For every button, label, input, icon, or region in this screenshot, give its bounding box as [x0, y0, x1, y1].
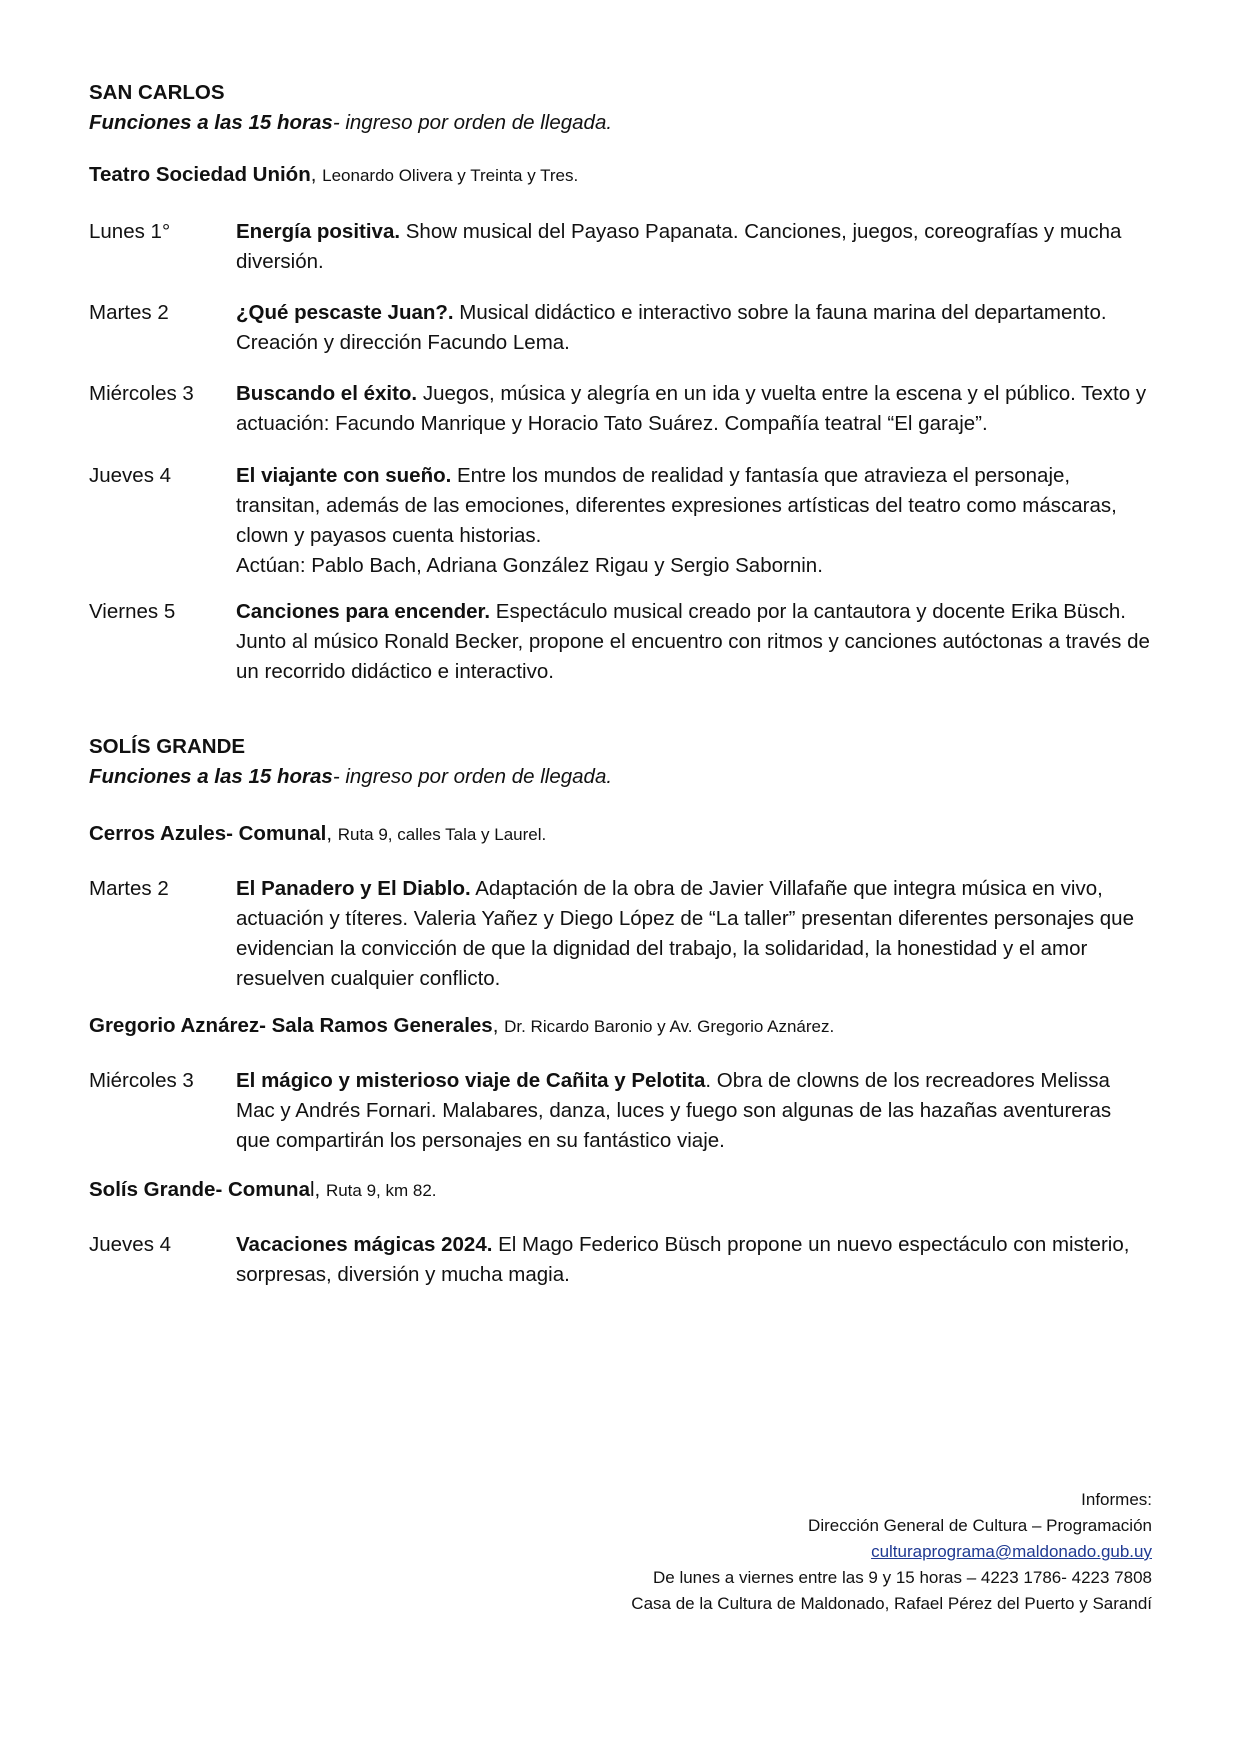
event-title: Energía positiva. — [236, 220, 401, 243]
event-description — [236, 874, 1151, 994]
schedule-note-bold: Funciones a las 15 horas — [89, 765, 333, 788]
event-text: Entre los mundos de realidad y fantasía que atravieza el personaje, transitan, además de las emociones, diferentes expresiones artísticas del teatro como máscaras, clown y payasos cuenta historias. — [236, 464, 1117, 547]
footer-address: Casa de la Cultura de Maldonado, Rafael Pérez del Puerto y Sarandí — [631, 1594, 1152, 1613]
section-title: SOLÍS GRANDE — [89, 735, 246, 758]
section-san-carlos — [89, 78, 1151, 138]
event-day: Miércoles 3 — [89, 382, 194, 405]
venue-separator: , — [492, 1014, 505, 1037]
event-cast: Actúan: Pablo Bach, Adriana González Rigau y Sergio Sabornin. — [236, 554, 823, 577]
event-description — [236, 379, 1151, 439]
event-day: Miércoles 3 — [89, 1069, 194, 1092]
schedule-note-rest: - ingreso por orden de llegada. — [332, 765, 613, 788]
venue-name: Teatro Sociedad Unión — [89, 163, 311, 186]
venue-separator: , — [326, 822, 338, 845]
section-solis-grande — [89, 732, 1151, 792]
event-text: El Mago Federico Büsch propone un nuevo espectáculo con misterio, sorpresas, diversión y mucha magia. — [236, 1233, 1130, 1286]
section-title: SAN CARLOS — [89, 81, 225, 104]
event-text: Adaptación de la obra de Javier Villafañe que integra música en vivo, actuación y títeres. Valeria Yañez y Diego López de “La taller” presentan diferentes personajes que evidencian la convicción de que la dignidad del trabajo, la solidaridad, la honestidad y el amor resuelven cualquier conflicto. — [236, 877, 1134, 990]
event-text: Espectáculo musical creado por la cantautora y docente Erika Büsch. Junto al músico Ronald Becker, propone el encuentro con ritmos y canciones autóctonas a través de un recorrido didáctico e interactivo. — [236, 600, 1150, 683]
event-text: Juegos, música y alegría en un ida y vuelta entre la escena y el público. Texto y actuación: Facundo Manrique y Horacio Tato Suárez. Compañía teatral “El garaje”. — [236, 382, 1147, 435]
event-day: Martes 2 — [89, 877, 169, 900]
event-day: Martes 2 — [89, 301, 169, 324]
contact-footer — [452, 1487, 1152, 1617]
event-day: Viernes 5 — [89, 600, 176, 623]
event-text: . Obra de clowns de los recreadores Melissa Mac y Andrés Fornari. Malabares, danza, luces y fuego son algunas de las hazañas aventureras que compartirán los personajes en su fantástico viaje. — [236, 1069, 1112, 1152]
event-day: Lunes 1° — [89, 220, 171, 243]
event-description — [236, 1066, 1151, 1156]
venue-address: Leonardo Olivera y Treinta y Tres. — [322, 166, 579, 185]
venue-address: Dr. Ricardo Baronio y Av. Gregorio Aznárez. — [504, 1017, 835, 1036]
venue-address: Ruta 9, calles Tala y Laurel. — [337, 825, 547, 844]
footer-org: Dirección General de Cultura – Programación — [808, 1516, 1152, 1535]
event-description — [236, 1230, 1151, 1290]
event-title: El mágico y misterioso viaje de Cañita y Pelotita — [236, 1069, 706, 1092]
event-description — [236, 217, 1151, 277]
venue-name-tail: l — [309, 1178, 315, 1201]
venue-name: Cerros Azules- Comunal — [89, 822, 327, 845]
venue-separator: , — [314, 1178, 326, 1201]
event-title: Canciones para encender. — [236, 600, 491, 623]
event-title: Vacaciones mágicas 2024. — [236, 1233, 493, 1256]
event-title: El viajante con sueño. — [236, 464, 452, 487]
schedule-note — [89, 108, 1151, 138]
venue-gregorio-aznarez — [89, 1011, 1151, 1042]
venue-teatro-sociedad-union — [89, 160, 1151, 191]
venue-cerros-azules — [89, 819, 1151, 850]
venue-address: Ruta 9, km 82. — [325, 1181, 437, 1200]
event-description — [236, 298, 1151, 358]
event-title: El Panadero y El Diablo. — [236, 877, 471, 900]
venue-name: Gregorio Aznárez- Sala Ramos Generales — [89, 1014, 493, 1037]
event-description — [236, 461, 1151, 581]
schedule-note-bold: Funciones a las 15 horas — [89, 111, 333, 134]
schedule-note-rest: - ingreso por orden de llegada. — [332, 111, 613, 134]
footer-hours: De lunes a viernes entre las 9 y 15 horas – 4223 1786- 4223 7808 — [652, 1568, 1152, 1587]
schedule-note — [89, 762, 1151, 792]
venue-name: Solís Grande- Comuna — [89, 1178, 310, 1201]
event-text: Musical didáctico e interactivo sobre la fauna marina del departamento. Creación y dirección Facundo Lema. — [236, 301, 1107, 354]
venue-separator: , — [310, 163, 323, 186]
footer-email-link[interactable]: culturaprograma@maldonado.gub.uy — [871, 1542, 1152, 1561]
event-title: ¿Qué pescaste Juan?. — [236, 301, 454, 324]
event-day: Jueves 4 — [89, 1233, 172, 1256]
event-day: Jueves 4 — [89, 464, 172, 487]
footer-label: Informes: — [1081, 1490, 1152, 1509]
event-text: Show musical del Payaso Papanata. Canciones, juegos, coreografías y mucha diversión. — [236, 220, 1122, 273]
event-description — [236, 597, 1151, 687]
event-title: Buscando el éxito. — [236, 382, 418, 405]
venue-solis-grande-comunal — [89, 1175, 1151, 1206]
